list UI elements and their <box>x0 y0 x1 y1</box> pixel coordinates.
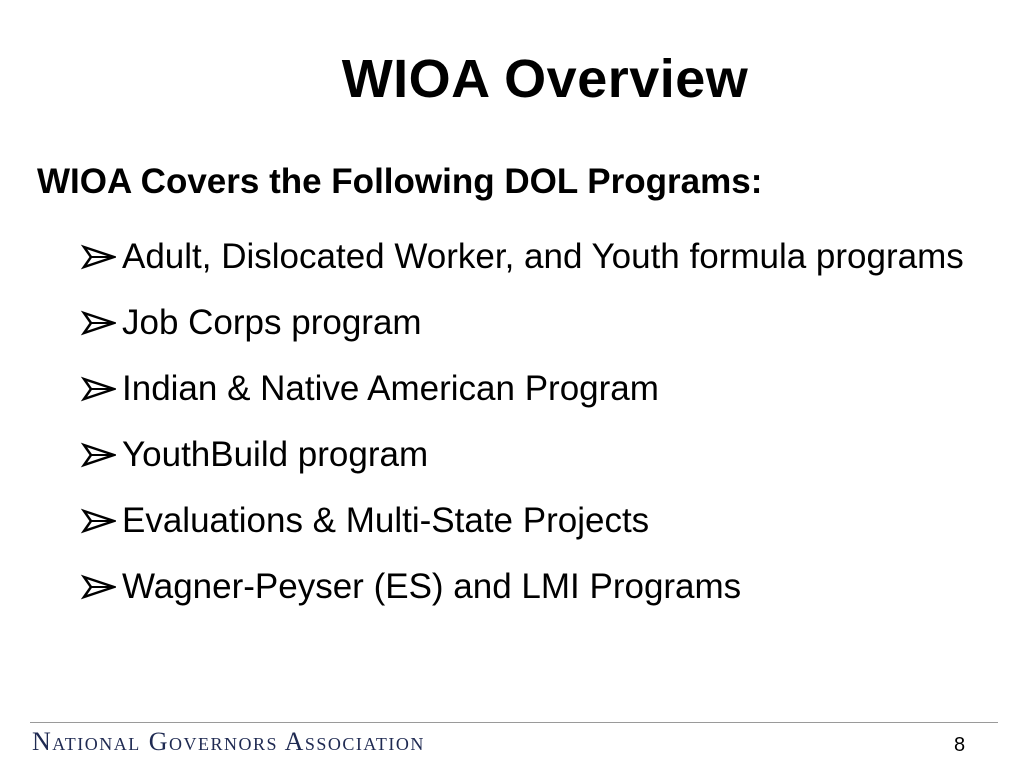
list-item <box>80 232 980 282</box>
list-item <box>80 562 980 612</box>
arrowhead-bullet-icon <box>80 309 116 337</box>
bullet-text: Evaluations & Multi-State Projects <box>122 501 650 540</box>
arrowhead-bullet-icon <box>80 573 116 601</box>
bullet-text: Wagner-Peyser (ES) and LMI Programs <box>122 567 742 606</box>
arrowhead-bullet-icon <box>80 507 116 535</box>
arrowhead-bullet-icon <box>80 375 116 403</box>
bullet-text: Job Corps program <box>122 303 422 342</box>
footer-organization: National Governors Association <box>32 727 425 756</box>
list-item <box>80 496 980 546</box>
slide-title: WIOA Overview <box>341 49 749 109</box>
bullet-text: YouthBuild program <box>122 435 429 474</box>
arrowhead-bullet-icon <box>80 441 116 469</box>
program-list <box>80 232 980 628</box>
bullet-text: Adult, Dislocated Worker, and Youth formula programs <box>122 237 964 276</box>
list-item <box>80 430 980 480</box>
footer-divider <box>30 722 998 723</box>
section-heading: WIOA Covers the Following DOL Programs: <box>37 162 763 201</box>
list-item <box>80 298 980 348</box>
page-number: 8 <box>954 734 966 756</box>
bullet-text: Indian & Native American Program <box>122 369 659 408</box>
list-item <box>80 364 980 414</box>
arrowhead-bullet-icon <box>80 243 116 271</box>
